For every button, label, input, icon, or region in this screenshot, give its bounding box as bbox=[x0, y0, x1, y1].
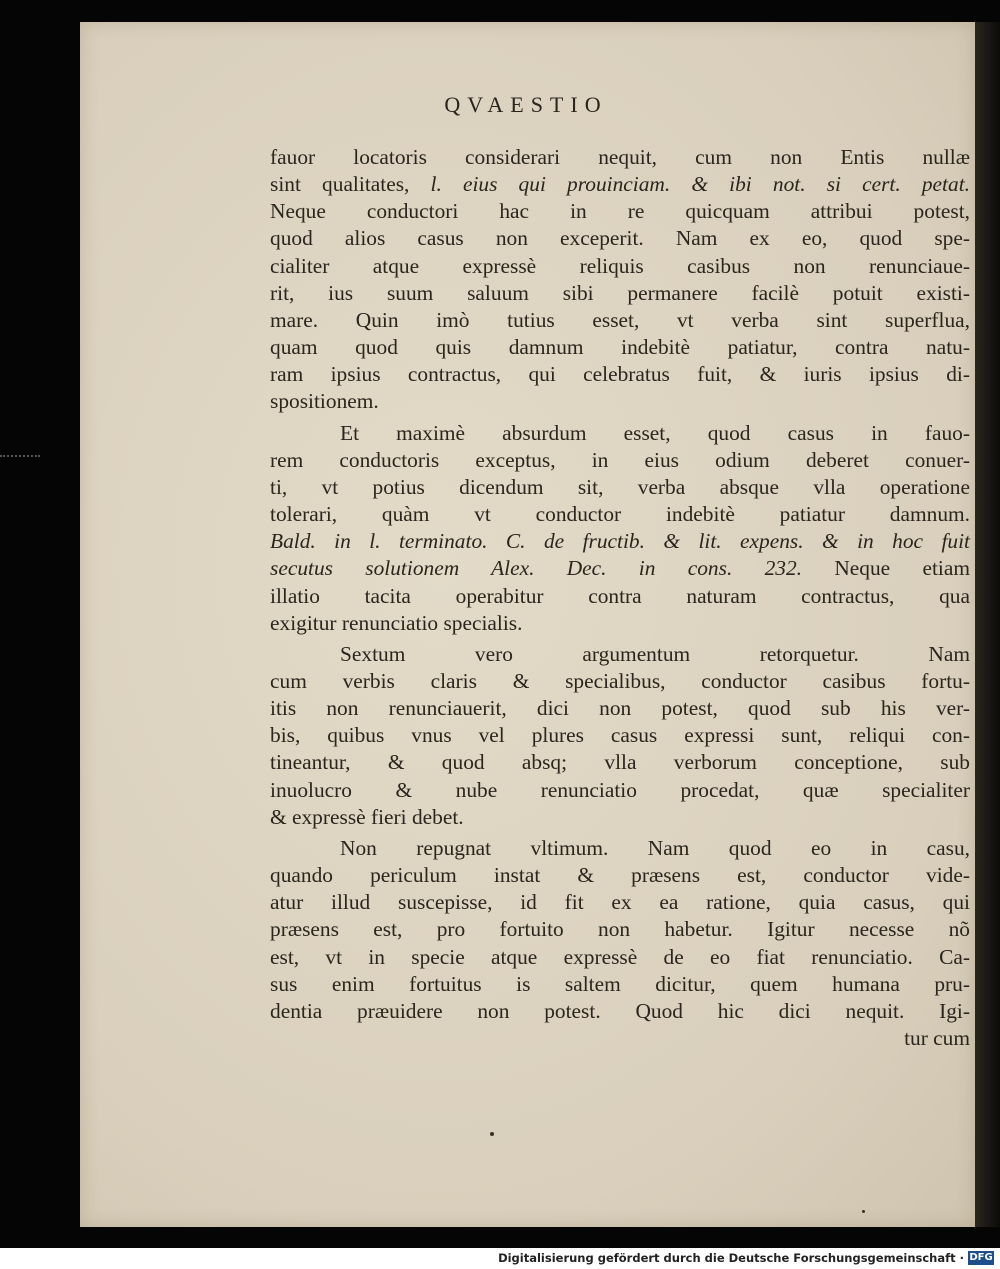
text-line: quando periculum instat & præsens est, conductor vide- bbox=[270, 863, 970, 888]
text-line: Neque conductori hac in re quicquam attribui potest, bbox=[270, 199, 970, 224]
citation-text: secutus solutionem Alex. Dec. in cons. 232. bbox=[270, 556, 803, 581]
citation-text: Bald. in l. terminato. C. de fructib. & lit. expens. & in hoc fuit bbox=[270, 529, 970, 554]
text-line: tolerari, quàm vt conductor indebitè patiatur damnum. bbox=[270, 502, 970, 527]
text-line: ti, vt potius dicendum sit, verba absque vlla operatione bbox=[270, 474, 970, 499]
text-line: illatio tacita operabitur contra naturam contractus, qua bbox=[270, 583, 970, 608]
funding-credit: Digitalisierung gefördert durch die Deutsche Forschungsgemeinschaft · bbox=[498, 1251, 964, 1265]
text-line bbox=[270, 171, 970, 198]
text-line: Sextum vero argumentum retorquetur. Nam bbox=[340, 641, 970, 666]
text-line: rem conductoris exceptus, in eius odium deberet conuer- bbox=[270, 447, 970, 472]
text-line: fauor locatoris considerari nequit, cum non Entis nullæ bbox=[270, 145, 970, 169]
dfg-logo: DFG bbox=[969, 1252, 993, 1263]
text-line: inuolucro & nube renunciatio procedat, quæ specialiter bbox=[270, 777, 970, 802]
text-line: cialiter atque expressè reliquis casibus non renunciaue- bbox=[270, 253, 970, 278]
text-line: quam quod quis damnum indebitè patiatur, contra natu- bbox=[270, 335, 970, 360]
text-line: sus enim fortuitus is saltem dicitur, quem humana pru- bbox=[270, 971, 970, 996]
text-line: tineantur, & quod absq; vlla verborum conceptione, sub bbox=[270, 750, 970, 775]
text-line: cum verbis claris & specialibus, conductor casibus fortu- bbox=[270, 668, 970, 693]
text-line bbox=[270, 528, 970, 555]
text-line: spositionem. bbox=[270, 389, 379, 414]
scanner-edge-marks bbox=[0, 455, 40, 459]
text-line: quod alios casus non exceperit. Nam ex eo, quod spe- bbox=[270, 226, 970, 251]
running-title: QVAESTIO bbox=[444, 92, 608, 117]
text-line bbox=[270, 555, 970, 582]
text-line: atur illud suscepisse, id fit ex ea ratione, quia casus, qui bbox=[270, 890, 970, 915]
text-line: exigitur renunciatio specialis. bbox=[270, 610, 523, 635]
text-line: Et maximè absurdum esset, quod casus in fauo- bbox=[340, 420, 970, 445]
page-speck bbox=[862, 1210, 865, 1213]
text-line: itis non renunciauerit, dici non potest, quod sub his ver- bbox=[270, 696, 970, 721]
text-segment: Neque etiam bbox=[802, 556, 970, 581]
citation-text: l. eius qui prouinciam. & ibi not. si cert. petat. bbox=[430, 172, 970, 197]
book-page bbox=[80, 22, 975, 1227]
text-line: ram ipsius contractus, qui celebratus fuit, & iuris ipsius di- bbox=[270, 362, 970, 387]
text-line: & expressè fieri debet. bbox=[270, 804, 464, 829]
page-speck bbox=[490, 1132, 494, 1136]
text-line: præsens est, pro fortuito non habetur. Igitur necesse nõ bbox=[270, 917, 970, 942]
text-line: mare. Quin imò tutius esset, vt verba sint superflua, bbox=[270, 307, 970, 332]
text-segment: sint qualitates, bbox=[270, 172, 431, 197]
footer-bar bbox=[0, 1248, 1000, 1269]
text-line: dentia præuidere non potest. Quod hic dici nequit. Igi- bbox=[270, 998, 970, 1023]
text-line: rit, ius suum saluum sibi permanere facilè potuit existi- bbox=[270, 280, 970, 305]
text-line: bis, quibus vnus vel plures casus expressi sunt, reliqui con- bbox=[270, 723, 970, 748]
book-gutter bbox=[975, 22, 1000, 1227]
text-line: Non repugnat vltimum. Nam quod eo in casu, bbox=[340, 835, 970, 860]
body-text bbox=[270, 144, 970, 1052]
text-line: est, vt in specie atque expressè de eo fiat renunciatio. Ca- bbox=[270, 944, 970, 969]
text-line: tur cum bbox=[904, 1026, 970, 1050]
